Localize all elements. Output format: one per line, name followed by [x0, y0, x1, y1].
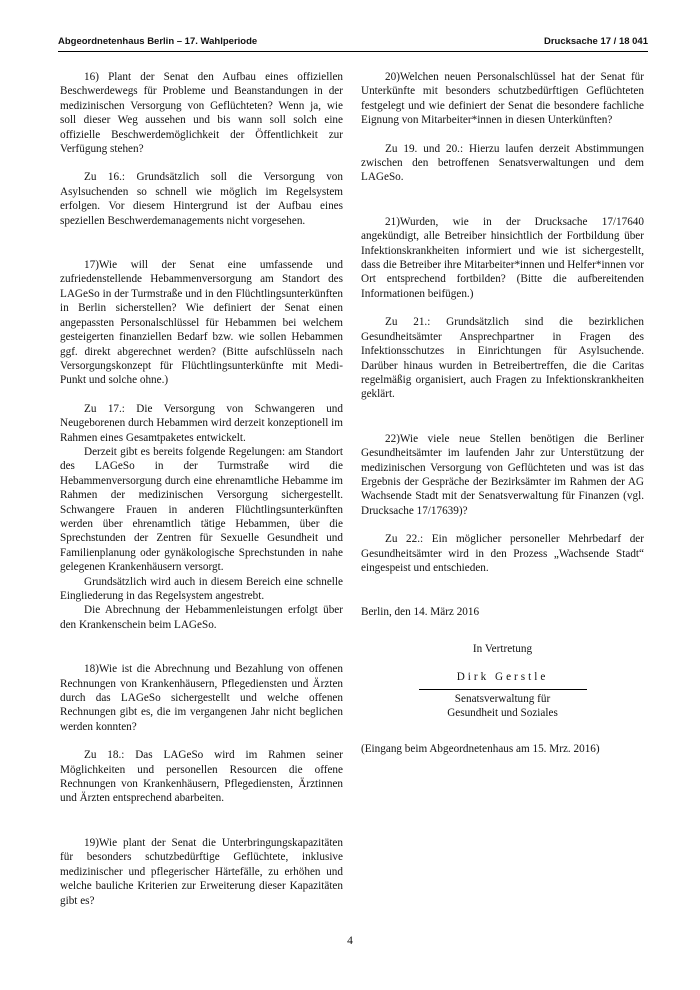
answer-21: Zu 21.: Grundsätzlich sind die bezirklichen Gesundheitsämter Ansprechpartner in Fragen des Infektionsschutzes in Einrichtungen für Asylsuchende. Darüber hinaus wurden in Betreibertreffen, die die Caritas regelmäßig organisiert, auch Fragen zu Infektionskrankheiten geklärt.	[361, 316, 644, 401]
receipt-note: (Eingang beim Abgeordnetenhaus am 15. Mrz. 2016)	[361, 743, 600, 756]
answer-17-part-2: Derzeit gibt es bereits folgende Regelungen: am Standort des LAGeSo in der Turmstraße wird die Hebammenversorgung durch eine ehrenamtliche Hebamme im Rahmen der medizinischen Versorgung sichergestellt. Schwangere Frauen in anderen Flüchtlingsunterkünften werden über ehrenamtlich tätige Hebammen, über die Sprechstunden der Zentren für Sexuelle Gesundheit und Familienplanung oder gynäkologische Sprechstunden in nahe gelegenen Krankenhäusern versorgt.	[60, 445, 343, 574]
running-header	[58, 36, 648, 50]
question-18: 18)Wie ist die Abrechnung und Bezahlung von offenen Rechnungen von Krankenhäusern, Pflegediensten und Ärzten durch das LAGeSo sichergestellt und welche offenen Rechnungen gibt es, die im vergangenen Jahr nicht beglichen werden konnten?	[60, 663, 343, 733]
answer-17-part-4: Die Abrechnung der Hebammenleistungen erfolgt über den Krankenschein beim LAGeSo.	[60, 604, 343, 631]
signature-in-vertretung: In Vertretung	[472, 642, 533, 655]
answer-17-part-1: Zu 17.: Die Versorgung von Schwangeren und Neugeborenen durch Hebammen wird derzeit konzeptionell im Rahmen eines Gesamtpaketes entwickelt.	[60, 402, 343, 444]
right-column	[361, 70, 644, 757]
left-column	[60, 70, 343, 908]
question-21: 21)Wurden, wie in der Drucksache 17/17640 angekündigt, alle Betreiber hinsichtlich der Fortbildung über Infektionskrankheiten informiert und wie ist sichergestellt, dass die Betreiber ihre Mitarbeiter*innen und Helfer*innen vor Ort entsprechend fortbilden? (Bitte die aufbereitenden Informationen beifügen.)	[361, 215, 645, 300]
signature-rule	[419, 689, 587, 690]
header-document-number: Drucksache 17 / 18 041	[543, 36, 648, 47]
signature-block	[361, 642, 644, 721]
page-number: 4	[347, 935, 353, 947]
header-rule	[58, 51, 648, 52]
header-parliament: Abgeordnetenhaus Berlin – 17. Wahlperiode	[58, 36, 258, 47]
place-and-date: Berlin, den 14. März 2016	[361, 606, 480, 619]
signature-organisation-line-2: Gesundheit und Soziales	[447, 707, 558, 719]
answer-17-part-3: Grundsätzlich wird auch in diesem Bereich eine schnelle Eingliederung in das Regelsystem angestrebt.	[60, 575, 343, 602]
signature-organisation-line-1: Senatsverwaltung für	[454, 692, 551, 705]
question-22: 22)Wie viele neue Stellen benötigen die Berliner Gesundheitsämter im laufenden Jahr zur Unterstützung der medizinischen Versorgung von Geflüchteten und was ist das Ergebnis der Gespräche der Bezirksämter im Rahmen der AG Wachsende Stadt mit der Senatsverwaltung für Finanzen (vgl. Drucksache 17/17639)?	[361, 432, 644, 517]
question-20: 20)Welchen neuen Personalschlüssel hat der Senat für Unterkünfte mit besonders schutzbedürftigen Geflüchteten festgelegt und wie definiert der Senat die besondere fachliche Eignung von Mitarbeiter*innen in diesen Unterkünften?	[361, 71, 644, 127]
signature-name: Dirk Gerstle	[456, 671, 549, 684]
question-17: 17)Wie will der Senat eine umfassende und zufriedenstellende Hebammenversorgung am Standort des LAGeSo in der Turmstraße und in den Flüchtlingsunterkünften in Berlin sicherstellen? Wie definiert der Senat einen angepassten Personalschlüssel für Hebammen bei welchem gesteigerten finanziellen Bedarf bzw. wie sollen Hebammen ggf. direkt abgerechnet werden? (Bitte aufschlüsseln nach Versorgungskonzept für Flüchtlingsunterkünfte mit Medi-Punkt und solche ohne.)	[60, 259, 343, 387]
question-19: 19)Wie plant der Senat die Unterbringungskapazitäten für besonders schutzbedürftige Geflüchtete, inklusive medizinischer und pflegerischer Härtefälle, zu erhöhen und welche bauliche Kriterien zur Erweiterung dieser Kapazitäten gibt es?	[60, 836, 343, 907]
answer-19-20: Zu 19. und 20.: Hierzu laufen derzeit Abstimmungen zwischen den betroffenen Senatsverwaltungen und dem LAGeSo.	[361, 142, 644, 184]
answer-22: Zu 22.: Ein möglicher personeller Mehrbedarf der Gesundheitsämter wird in den Prozess „Wachsende Stadt“ eingespeist und entschieden.	[361, 533, 644, 574]
question-16: 16) Plant der Senat den Aufbau eines offiziellen Beschwerdewegs für Probleme und Beanstandungen in der medizinischen Versorgung von Geflüchteten? Wenn ja, wie soll dieser Weg aussehen und bis wann soll solch eine offizielle Beschwerdemöglichkeit der Öffentlichkeit zur Verfügung stehen?	[60, 71, 343, 156]
answer-18: Zu 18.: Das LAGeSo wird im Rahmen seiner Möglichkeiten und personellen Resourcen die offene Rechnungen von Krankenhäusern, Pflegediensten, Ärztinnen und Ärzten entsprechend abarbeiten.	[60, 749, 343, 805]
answer-16: Zu 16.: Grundsätzlich soll die Versorgung von Asylsuchenden so schnell wie möglich im Regelsystem erfolgen. Vor diesem Hintergrund ist der Aufbau eines speziellen Beschwerdemanagements nicht vorgesehen.	[60, 171, 343, 227]
